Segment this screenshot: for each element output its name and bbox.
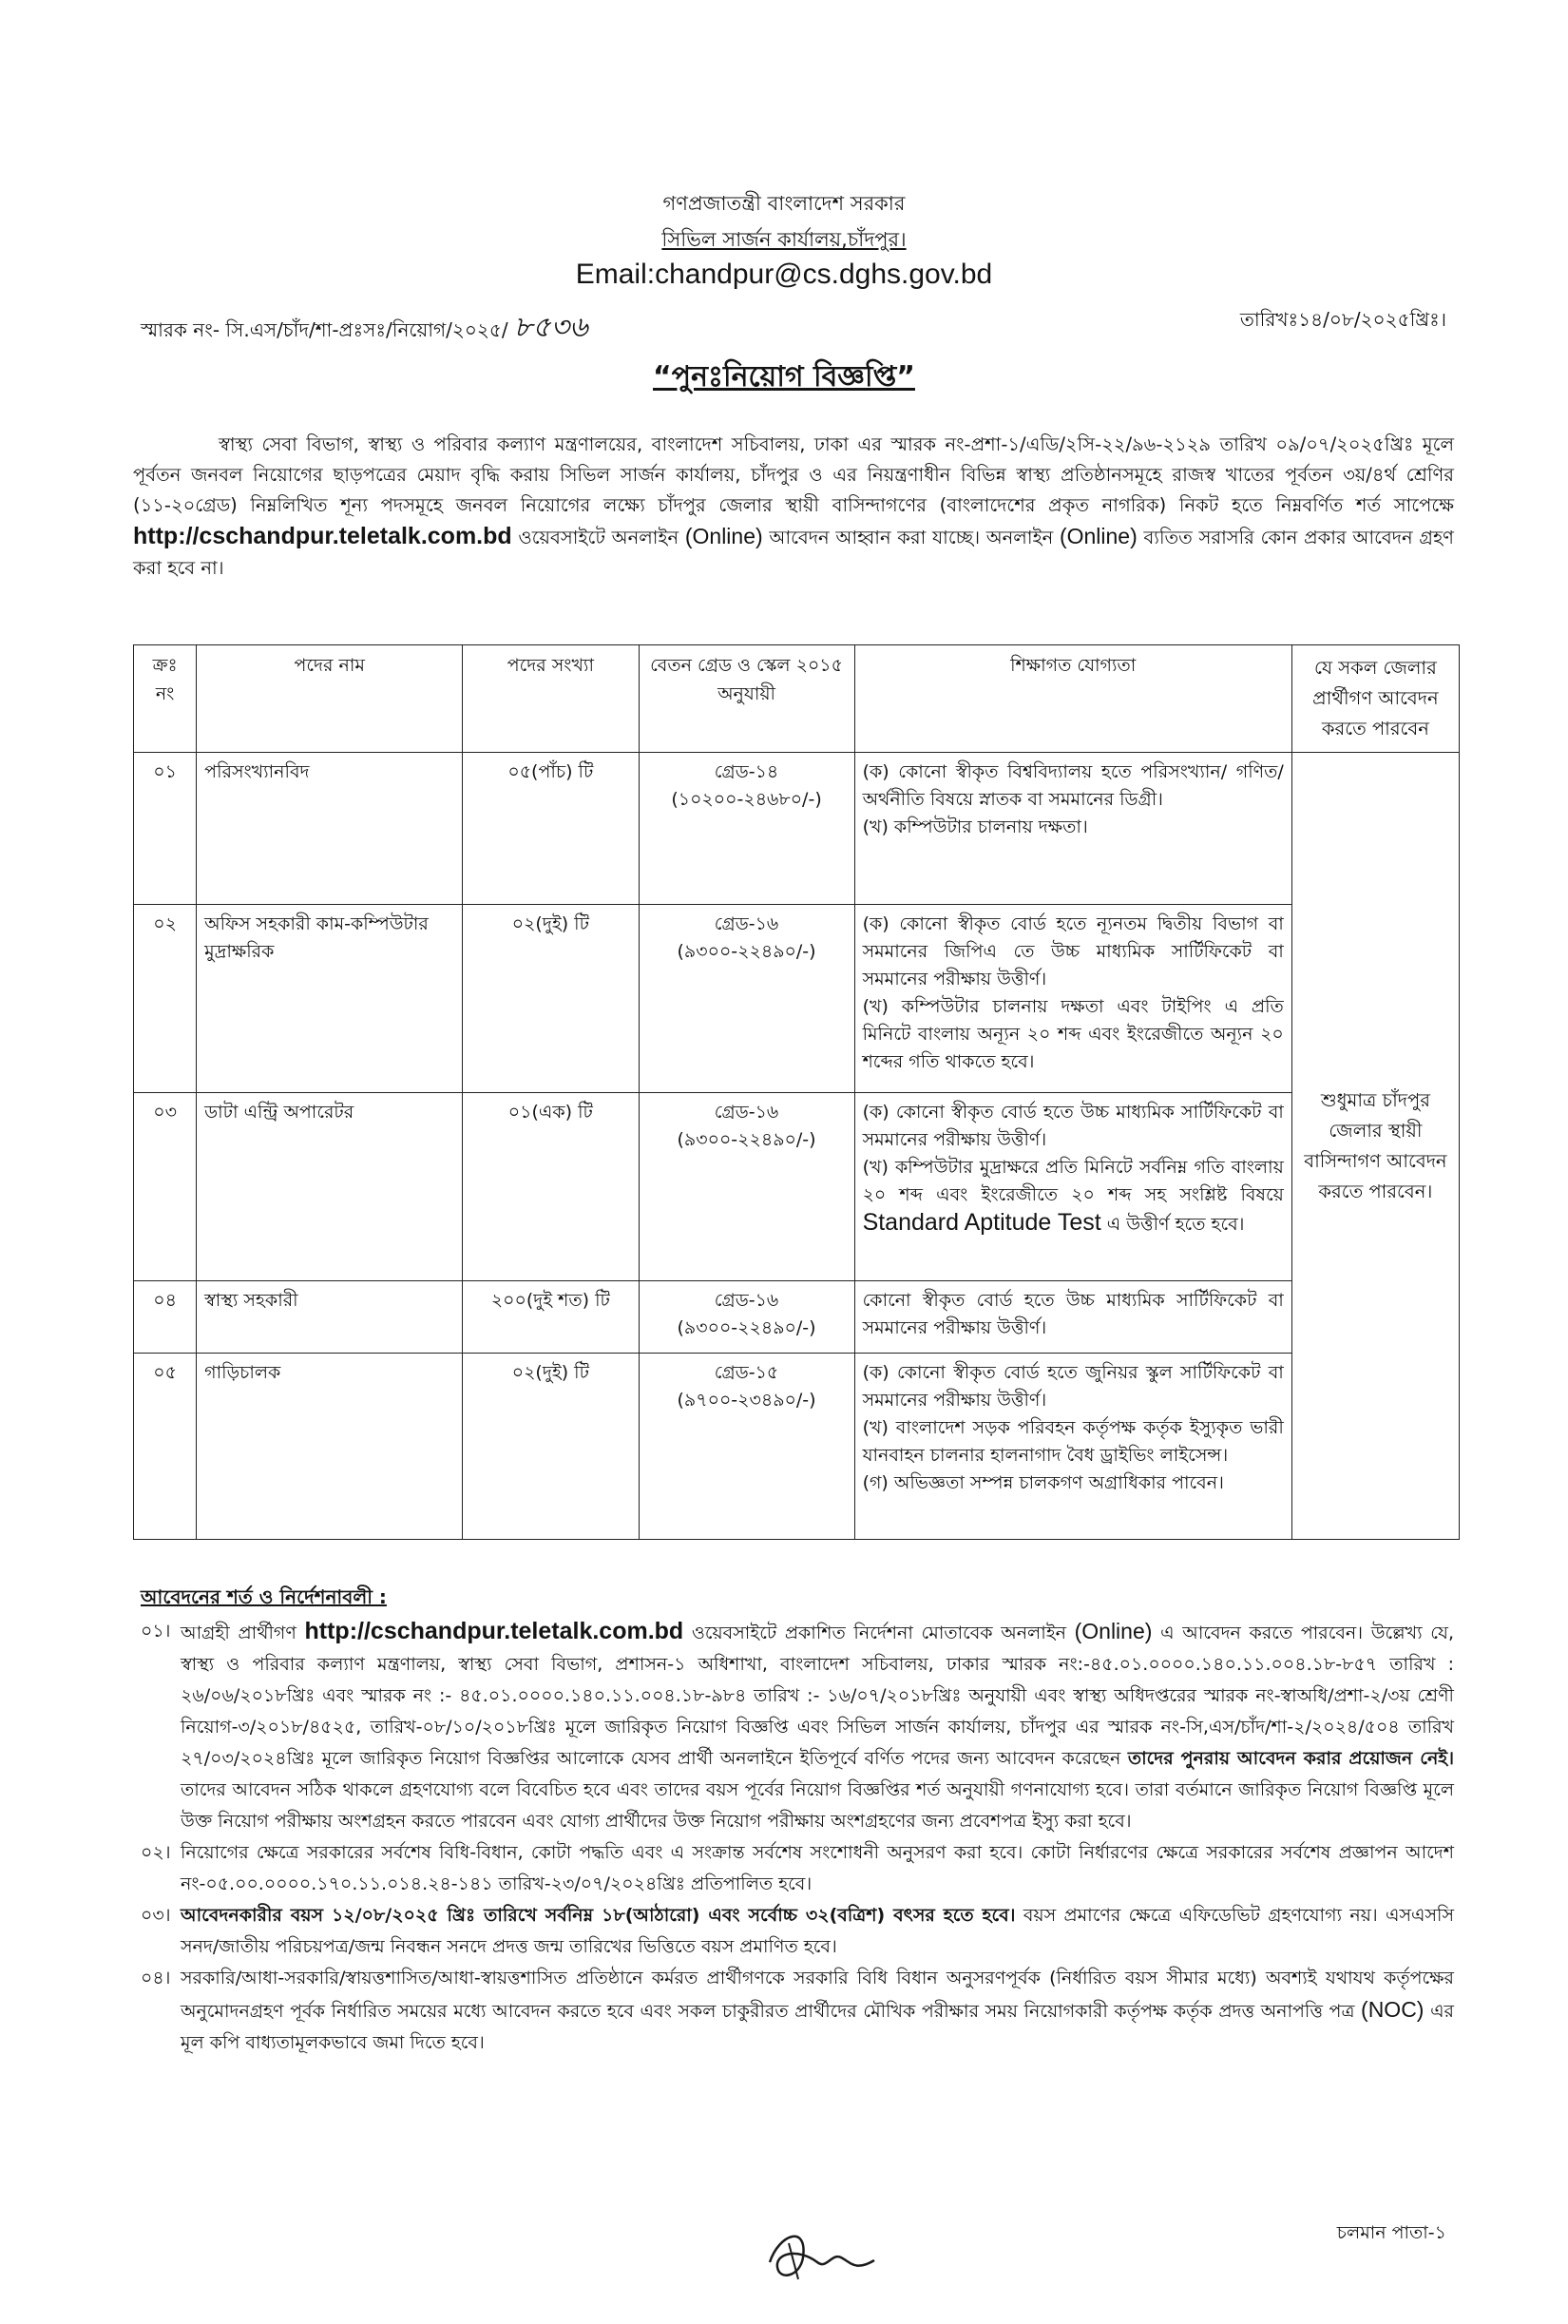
table-cell: গ্রেড-১৫ (৯৭০০-২৩৪৯০/-): [639, 1354, 854, 1540]
table-cell: ০৩: [134, 1093, 197, 1281]
table-cell: (ক) কোনো স্বীকৃত বোর্ড হতে উচ্চ মাধ্যমিক সার্টিফিকেট বা সমমানের পরীক্ষায় উত্তীর্ণ। (খ) কম্পিউটার মুদ্রাক্ষরে প্রতি মিনিটে সর্বনিম্ন গতি বাংলায় ২০ শব্দ এবং ইংরেজীতে ২০ শব্দ সহ সংশ্লিষ্ট বিষয়ে Standard Aptitude Test এ উত্তীর্ণ হতে হবে।: [854, 1093, 1291, 1281]
table-cell: অফিস সহকারী কাম-কম্পিউটার মুদ্রাক্ষরিক: [197, 905, 463, 1093]
table-cell: ২০০(দুই শত) টি: [463, 1281, 639, 1354]
table-cell: ০২: [134, 905, 197, 1093]
vacancy-table: [133, 644, 1460, 1540]
table-cell: ০৫: [134, 1354, 197, 1540]
condition-item: ০৩। আবেদনকারীর বয়স ১২/০৮/২০২৫ খ্রিঃ তারিখে সর্বনিম্ন ১৮(আঠারো) এবং সর্বোচ্চ ৩২(বত্রিশ) বৎসর হতে হবে। বয়স প্রমাণের ক্ষেত্রে এফিডেভিট গ্রহণযোগ্য নয়। এসএসসি সনদ/জাতীয় পরিচয়পত্র/জন্ম নিবন্ধন সনদে প্রদত্ত জন্ম তারিখের ভিত্তিতে বয়স প্রমাণিত হবে।: [141, 1905, 1454, 1957]
continued-page-note: চলমান পাতা-১: [1336, 2222, 1446, 2243]
table-cell: গ্রেড-১৪ (১০২০০-২৪৬৮০/-): [639, 753, 854, 905]
table-row: [134, 753, 1460, 905]
table-cell: ডাটা এন্ট্রি অপারেটর: [197, 1093, 463, 1281]
notice-title: “পুনঃনিয়োগ বিজ্ঞপ্তি”: [653, 360, 915, 394]
website-url: http://cschandpur.teletalk.com.bd: [304, 1618, 684, 1644]
table-row: [134, 1093, 1460, 1281]
notice-date: তারিখঃ১৪/০৮/২০২৫খ্রিঃ।: [1239, 308, 1446, 331]
table-cell: গ্রেড-১৬ (৯৩০০-২২৪৯০/-): [639, 905, 854, 1093]
table-cell: ০১(এক) টি: [463, 1093, 639, 1281]
header-grade: বেতন গ্রেড ও স্কেল ২০১৫ অনুযায়ী: [639, 645, 854, 753]
memo-number: স্মারক নং- সি.এস/চাঁদ/শা-প্রঃসঃ/নিয়োগ/২০২৫/ ৮৫৩৬: [141, 311, 588, 344]
header-post-count: পদের সংখ্যা: [463, 645, 639, 753]
signature: [760, 2215, 884, 2291]
office-name: সিভিল সার্জন কার্যালয়,চাঁদপুর।: [661, 228, 907, 251]
conditions-title: আবেদনের শর্ত ও নির্দেশনাবলী :: [141, 1585, 387, 1608]
header-sl: ক্রঃ নং: [134, 645, 197, 753]
conditions-list: [141, 1616, 1454, 2059]
condition-item: ০১। আগ্রহী প্রার্থীগণ http://cschandpur.teletalk.com.bd ওয়েবসাইটে প্রকাশিত নির্দেশনা মোতাবেক অনলাইন (Online) এ আবেদন করতে পারবেন। উল্লেখ্য যে, স্বাস্থ্য ও পরিবার কল্যাণ মন্ত্রণালয়, স্বাস্থ্য সেবা বিভাগ, প্রশাসন-১ অধিশাখা, বাংলাদেশ সচিবালয়, ঢাকার স্মারক নং:-৪৫.০১.০০০০.১৪০.১১.০০৪.১৮-৮৫৭ তারিখ : ২৬/০৬/২০১৮খ্রিঃ এবং স্মারক নং :- ৪৫.০১.০০০০.১৪০.১১.০০৪.১৮-৯৮৪ তারিখ :- ১৬/০৭/২০১৮খ্রিঃ অনুযায়ী এবং স্বাস্থ্য অধিদপ্তরের স্মারক নং-স্বাঅধি/প্রশা-২/৩য় শ্রেণী নিয়োগ-৩/২০১৮/৪৫২৫, তারিখ-০৮/১০/২০১৮খ্রিঃ মূলে জারিকৃত নিয়োগ বিজ্ঞপ্তি এবং সিভিল সার্জন কার্যালয়, চাঁদপুর এর স্মারক নং-সি,এস/চাঁদ/শা-২/২০২৪/৫০৪ তারিখ ২৭/০৩/২০২৪খ্রিঃ মূলে জারিকৃত নিয়োগ বিজ্ঞপ্তির আলোকে যেসব প্রার্থী অনলাইনে ইতিপূর্বে বর্ণিত পদের জন্য আবেদন করেছেন তাদের পুনরায় আবেদন করার প্রয়োজন নেই। তাদের আবেদন সঠিক থাকলে গ্রহণযোগ্য বলে বিবেচিত হবে এবং তাদের বয়স পূর্বের নিয়োগ বিজ্ঞপ্তির শর্ত অনুযায়ী গণনাযোগ্য হবে। তারা বর্তমানে জারিকৃত নিয়োগ বিজ্ঞপ্তি মূলে উক্ত নিয়োগ পরীক্ষায় অংশগ্রহন করতে পারবেন এবং যোগ্য প্রার্থীদের উক্ত নিয়োগ পরীক্ষায় অংশগ্রহণের জন্য প্রবেশপত্র ইস্যু করা হবে।: [141, 1618, 1455, 1832]
table-cell: (ক) কোনো স্বীকৃত বোর্ড হতে ন্যূনতম দ্বিতীয় বিভাগ বা সমমানের জিপিএ তে উচ্চ মাধ্যমিক সার্টিফিকেট বা সমমানের পরীক্ষায় উত্তীর্ণ। (খ) কম্পিউটার চালনায় দক্ষতা এবং টাইপিং এ প্রতি মিনিটে বাংলায় অন্যূন ২০ শব্দ এবং ইংরেজীতে অন্যূন ২০ শব্দের গতি থাকতে হবে।: [854, 905, 1291, 1093]
table-cell: গাড়িচালক: [197, 1354, 463, 1540]
condition-item: ০৪। সরকারি/আধা-সরকারি/স্বায়ত্তশাসিত/আধা-স্বায়ত্তশাসিত প্রতিষ্ঠানে কর্মরত প্রার্থীগণকে সরকারি বিধি বিধান অনুসরণপূর্বক (নির্ধারিত বয়স সীমার মধ্যে) অবশ্যই যথাযথ কর্তৃপক্ষের অনুমোদনগ্রহণ পূর্বক নির্ধারিত সময়ের মধ্যে আবেদন করতে হবে এবং সকল চাকুরীরত প্রার্থীদের মৌখিক পরীক্ষার সময় নিয়োগকারী কর্তৃপক্ষ কর্তৃক প্রদত্ত অনাপত্তি পত্র (NOC) এর মূল কপি বাধ্যতামূলকভাবে জমা দিতে হবে।: [141, 1968, 1454, 2053]
gov-name: গণপ্রজাতন্ত্রী বাংলাদেশ সরকার: [662, 192, 906, 215]
table-cell: স্বাস্থ্য সহকারী: [197, 1281, 463, 1354]
table-row: [134, 1281, 1460, 1354]
table-cell: ০৫(পাঁচ) টি: [463, 753, 639, 905]
table-cell: ০১: [134, 753, 197, 905]
table-header-row: [134, 645, 1460, 753]
header-district: যে সকল জেলার প্রার্থীগণ আবেদন করতে পারবেন: [1291, 645, 1459, 753]
table-cell: গ্রেড-১৬ (৯৩০০-২২৪৯০/-): [639, 1281, 854, 1354]
table-cell: গ্রেড-১৬ (৯৩০০-২২৪৯০/-): [639, 1093, 854, 1281]
header-qualification: শিক্ষাগত যোগ্যতা: [854, 645, 1291, 753]
condition-item: ০২। নিয়োগের ক্ষেত্রে সরকারের সর্বশেষ বিধি-বিধান, কোটা পদ্ধতি এবং এ সংক্রান্ত সর্বশেষ সংশোধনী অনুসরণ করা হবে। কোটা নির্ধারণের ক্ষেত্রে সরকারের সর্বশেষ প্রজ্ঞাপন আদেশ নং-০৫.০০.০০০০.১৭০.১১.০১৪.২৪-১৪১ তারিখ-২৩/০৭/২০২৪খ্রিঃ প্রতিপালিত হবে।: [141, 1842, 1454, 1894]
handwritten-memo-no: ৮৫৩৬: [513, 311, 588, 344]
table-row: [134, 905, 1460, 1093]
table-cell: কোনো স্বীকৃত বোর্ড হতে উচ্চ মাধ্যমিক সার্টিফিকেট বা সমমানের পরীক্ষায় উত্তীর্ণ।: [854, 1281, 1291, 1354]
table-cell: (ক) কোনো স্বীকৃত বিশ্ববিদ্যালয় হতে পরিসংখ্যান/ গণিত/অর্থনীতি বিষয়ে স্নাতক বা সমমানের ডিগ্রী। (খ) কম্পিউটার চালনায় দক্ষতা।: [854, 753, 1291, 905]
district-eligibility: শুধুমাত্র চাঁদপুর জেলার স্থায়ী বাসিন্দাগণ আবেদন করতে পারবেন।: [1291, 753, 1459, 1540]
table-cell: ০২(দুই) টি: [463, 905, 639, 1093]
table-row: [134, 1354, 1460, 1540]
table-cell: (ক) কোনো স্বীকৃত বোর্ড হতে জুনিয়র স্কুল সার্টিফিকেট বা সমমানের পরীক্ষায় উত্তীর্ণ। (খ) বাংলাদেশ সড়ক পরিবহন কর্তৃপক্ষ কর্তৃক ইস্যুকৃত ভারী যানবাহন চালনার হালনাগাদ বৈধ ড্রাইভিং লাইসেন্স। (গ) অভিজ্ঞতা সম্পন্ন চালকগণ অগ্রাধিকার পাবেন।: [854, 1354, 1291, 1540]
table-cell: ০২(দুই) টি: [463, 1354, 639, 1540]
header-post-name: পদের নাম: [197, 645, 463, 753]
office-email: Email:chandpur@cs.dghs.gov.bd: [575, 259, 993, 290]
table-cell: ০৪: [134, 1281, 197, 1354]
table-cell: পরিসংখ্যানবিদ: [197, 753, 463, 905]
website-url: http://cschandpur.teletalk.com.bd: [133, 523, 512, 549]
intro-paragraph: স্বাস্থ্য সেবা বিভাগ, স্বাস্থ্য ও পরিবার কল্যাণ মন্ত্রণালয়ের, বাংলাদেশ সচিবালয়, ঢাকা এর স্মারক নং-প্রশা-১/এডি/২সি-২২/৯৬-২১২৯ তারিখ ০৯/০৭/২০২৫খ্রিঃ মূলে পূর্বতন জনবল নিয়োগের ছাড়পত্রের মেয়াদ বৃদ্ধি করায় সিভিল সার্জন কার্যালয়, চাঁদপুর ও এর নিয়ন্ত্রণাধীন বিভিন্ন স্বাস্থ্য প্রতিষ্ঠানসমূহে রাজস্ব খাতের পূর্বতন ৩য়/৪র্থ শ্রেণির (১১-২০গ্রেড) নিম্নলিখিত শূন্য পদসমূহে জনবল নিয়োগের লক্ষ্যে চাঁদপুর জেলার স্থায়ী বাসিন্দাগণের (বাংলাদেশের প্রকৃত নাগরিক) নিকট হতে নিম্নবর্ণিত শর্ত সাপেক্ষে http://cschandpur.teletalk.com.bd ওয়েবসাইটে অনলাইন (Online) আবেদন আহ্বান করা যাচ্ছে। অনলাইন (Online) ব্যতিত সরাসরি কোন প্রকার আবেদন গ্রহণ করা হবে না।: [133, 433, 1454, 579]
